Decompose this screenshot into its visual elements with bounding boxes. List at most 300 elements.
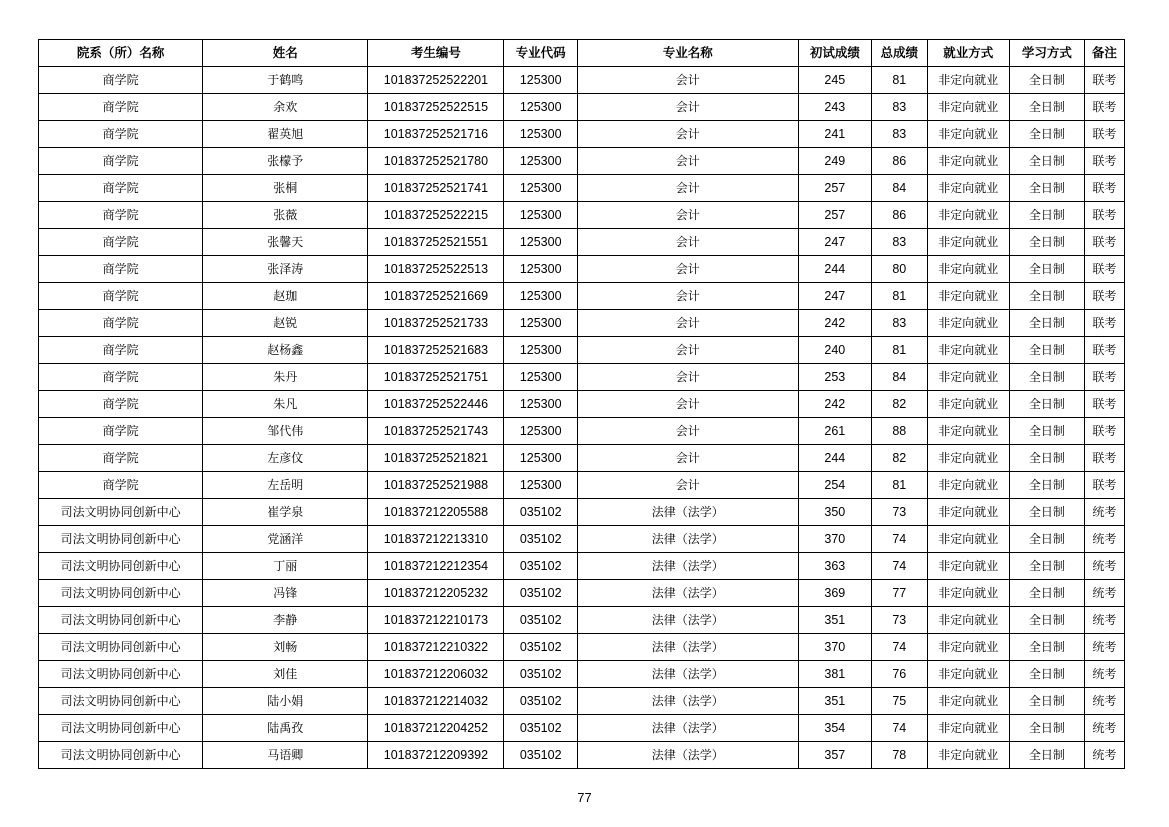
major-name-cell: 会计 xyxy=(577,283,798,310)
initial-score-cell: 261 xyxy=(798,418,872,445)
major-code-cell: 125300 xyxy=(504,472,578,499)
employment-type-cell: 非定向就业 xyxy=(927,688,1010,715)
employment-type-cell: 非定向就业 xyxy=(927,553,1010,580)
total-score-cell: 73 xyxy=(872,607,927,634)
major-code-cell: 035102 xyxy=(504,499,578,526)
remark-cell: 联考 xyxy=(1084,175,1124,202)
initial-score-cell: 243 xyxy=(798,94,872,121)
name-cell: 冯锋 xyxy=(203,580,368,607)
total-score-cell: 74 xyxy=(872,715,927,742)
name-cell: 余欢 xyxy=(203,94,368,121)
total-score-cell: 83 xyxy=(872,229,927,256)
study-mode-cell: 全日制 xyxy=(1010,256,1085,283)
table-row xyxy=(39,553,1125,580)
study-mode-cell: 全日制 xyxy=(1010,742,1085,769)
total-score-cell: 82 xyxy=(872,445,927,472)
header-remark: 备注 xyxy=(1084,40,1124,67)
major-code-cell: 125300 xyxy=(504,229,578,256)
employment-type-cell: 非定向就业 xyxy=(927,418,1010,445)
employment-type-cell: 非定向就业 xyxy=(927,337,1010,364)
candidate-id-cell: 101837252522215 xyxy=(368,202,504,229)
name-cell: 左彦伩 xyxy=(203,445,368,472)
total-score-cell: 84 xyxy=(872,175,927,202)
major-code-cell: 125300 xyxy=(504,283,578,310)
table-row xyxy=(39,634,1125,661)
name-cell: 马语卿 xyxy=(203,742,368,769)
remark-cell: 联考 xyxy=(1084,256,1124,283)
employment-type-cell: 非定向就业 xyxy=(927,67,1010,94)
department-cell: 商学院 xyxy=(39,256,203,283)
study-mode-cell: 全日制 xyxy=(1010,553,1085,580)
name-cell: 党涵洋 xyxy=(203,526,368,553)
candidate-id-cell: 101837212212354 xyxy=(368,553,504,580)
total-score-cell: 75 xyxy=(872,688,927,715)
department-cell: 司法文明协同创新中心 xyxy=(39,553,203,580)
department-cell: 商学院 xyxy=(39,283,203,310)
name-cell: 刘佳 xyxy=(203,661,368,688)
employment-type-cell: 非定向就业 xyxy=(927,580,1010,607)
major-code-cell: 035102 xyxy=(504,553,578,580)
employment-type-cell: 非定向就业 xyxy=(927,499,1010,526)
study-mode-cell: 全日制 xyxy=(1010,526,1085,553)
initial-score-cell: 253 xyxy=(798,364,872,391)
remark-cell: 统考 xyxy=(1084,580,1124,607)
major-name-cell: 法律（法学） xyxy=(577,742,798,769)
employment-type-cell: 非定向就业 xyxy=(927,715,1010,742)
major-code-cell: 125300 xyxy=(504,67,578,94)
remark-cell: 联考 xyxy=(1084,364,1124,391)
employment-type-cell: 非定向就业 xyxy=(927,445,1010,472)
department-cell: 司法文明协同创新中心 xyxy=(39,634,203,661)
header-major-name: 专业名称 xyxy=(577,40,798,67)
employment-type-cell: 非定向就业 xyxy=(927,229,1010,256)
remark-cell: 统考 xyxy=(1084,634,1124,661)
study-mode-cell: 全日制 xyxy=(1010,364,1085,391)
header-name: 姓名 xyxy=(203,40,368,67)
department-cell: 司法文明协同创新中心 xyxy=(39,688,203,715)
department-cell: 商学院 xyxy=(39,364,203,391)
table-row xyxy=(39,67,1125,94)
initial-score-cell: 351 xyxy=(798,607,872,634)
major-code-cell: 125300 xyxy=(504,445,578,472)
candidate-id-cell: 101837212209392 xyxy=(368,742,504,769)
table-row xyxy=(39,121,1125,148)
candidate-id-cell: 101837252521716 xyxy=(368,121,504,148)
employment-type-cell: 非定向就业 xyxy=(927,175,1010,202)
candidate-id-cell: 101837212206032 xyxy=(368,661,504,688)
header-initial-score: 初试成绩 xyxy=(798,40,872,67)
study-mode-cell: 全日制 xyxy=(1010,148,1085,175)
remark-cell: 联考 xyxy=(1084,310,1124,337)
table-row xyxy=(39,661,1125,688)
remark-cell: 统考 xyxy=(1084,553,1124,580)
name-cell: 于鹤鸣 xyxy=(203,67,368,94)
major-name-cell: 法律（法学） xyxy=(577,526,798,553)
major-code-cell: 035102 xyxy=(504,526,578,553)
initial-score-cell: 244 xyxy=(798,256,872,283)
department-cell: 商学院 xyxy=(39,229,203,256)
table-row xyxy=(39,337,1125,364)
name-cell: 陆禹孜 xyxy=(203,715,368,742)
major-name-cell: 会计 xyxy=(577,229,798,256)
major-code-cell: 125300 xyxy=(504,121,578,148)
study-mode-cell: 全日制 xyxy=(1010,283,1085,310)
major-name-cell: 会计 xyxy=(577,337,798,364)
major-code-cell: 035102 xyxy=(504,661,578,688)
major-name-cell: 会计 xyxy=(577,67,798,94)
remark-cell: 统考 xyxy=(1084,715,1124,742)
department-cell: 商学院 xyxy=(39,94,203,121)
major-code-cell: 035102 xyxy=(504,607,578,634)
name-cell: 张薇 xyxy=(203,202,368,229)
employment-type-cell: 非定向就业 xyxy=(927,661,1010,688)
initial-score-cell: 240 xyxy=(798,337,872,364)
table-row xyxy=(39,499,1125,526)
total-score-cell: 73 xyxy=(872,499,927,526)
candidate-id-cell: 101837252521751 xyxy=(368,364,504,391)
major-code-cell: 035102 xyxy=(504,715,578,742)
major-code-cell: 125300 xyxy=(504,310,578,337)
name-cell: 崔学泉 xyxy=(203,499,368,526)
department-cell: 商学院 xyxy=(39,175,203,202)
initial-score-cell: 369 xyxy=(798,580,872,607)
major-code-cell: 125300 xyxy=(504,364,578,391)
total-score-cell: 84 xyxy=(872,364,927,391)
study-mode-cell: 全日制 xyxy=(1010,715,1085,742)
employment-type-cell: 非定向就业 xyxy=(927,121,1010,148)
major-code-cell: 125300 xyxy=(504,148,578,175)
initial-score-cell: 245 xyxy=(798,67,872,94)
remark-cell: 联考 xyxy=(1084,148,1124,175)
table-row xyxy=(39,715,1125,742)
name-cell: 张桐 xyxy=(203,175,368,202)
remark-cell: 联考 xyxy=(1084,94,1124,121)
employment-type-cell: 非定向就业 xyxy=(927,742,1010,769)
major-name-cell: 会计 xyxy=(577,148,798,175)
candidate-id-cell: 101837212210322 xyxy=(368,634,504,661)
header-candidate-id: 考生编号 xyxy=(368,40,504,67)
department-cell: 商学院 xyxy=(39,67,203,94)
initial-score-cell: 241 xyxy=(798,121,872,148)
major-code-cell: 125300 xyxy=(504,337,578,364)
table-row xyxy=(39,202,1125,229)
candidate-id-cell: 101837252521733 xyxy=(368,310,504,337)
table-row xyxy=(39,742,1125,769)
table-row xyxy=(39,175,1125,202)
major-name-cell: 会计 xyxy=(577,391,798,418)
employment-type-cell: 非定向就业 xyxy=(927,310,1010,337)
initial-score-cell: 242 xyxy=(798,391,872,418)
major-code-cell: 035102 xyxy=(504,634,578,661)
initial-score-cell: 247 xyxy=(798,283,872,310)
employment-type-cell: 非定向就业 xyxy=(927,283,1010,310)
table-row xyxy=(39,391,1125,418)
major-code-cell: 125300 xyxy=(504,418,578,445)
candidate-id-cell: 101837212205588 xyxy=(368,499,504,526)
name-cell: 朱凡 xyxy=(203,391,368,418)
major-name-cell: 法律（法学） xyxy=(577,634,798,661)
candidate-id-cell: 101837212213310 xyxy=(368,526,504,553)
study-mode-cell: 全日制 xyxy=(1010,661,1085,688)
major-code-cell: 125300 xyxy=(504,175,578,202)
page-number: 77 xyxy=(577,790,592,805)
table-row xyxy=(39,310,1125,337)
total-score-cell: 80 xyxy=(872,256,927,283)
total-score-cell: 88 xyxy=(872,418,927,445)
name-cell: 张泽涛 xyxy=(203,256,368,283)
name-cell: 赵锐 xyxy=(203,310,368,337)
name-cell: 张馨天 xyxy=(203,229,368,256)
name-cell: 张檬予 xyxy=(203,148,368,175)
initial-score-cell: 257 xyxy=(798,175,872,202)
table-row xyxy=(39,229,1125,256)
initial-score-cell: 381 xyxy=(798,661,872,688)
major-code-cell: 035102 xyxy=(504,688,578,715)
candidate-id-cell: 101837252521821 xyxy=(368,445,504,472)
major-code-cell: 125300 xyxy=(504,94,578,121)
employment-type-cell: 非定向就业 xyxy=(927,607,1010,634)
total-score-cell: 77 xyxy=(872,580,927,607)
remark-cell: 联考 xyxy=(1084,121,1124,148)
study-mode-cell: 全日制 xyxy=(1010,634,1085,661)
study-mode-cell: 全日制 xyxy=(1010,229,1085,256)
candidate-id-cell: 101837252522446 xyxy=(368,391,504,418)
department-cell: 商学院 xyxy=(39,472,203,499)
study-mode-cell: 全日制 xyxy=(1010,580,1085,607)
study-mode-cell: 全日制 xyxy=(1010,337,1085,364)
total-score-cell: 86 xyxy=(872,202,927,229)
department-cell: 商学院 xyxy=(39,310,203,337)
table-body xyxy=(39,67,1125,769)
employment-type-cell: 非定向就业 xyxy=(927,94,1010,121)
major-name-cell: 会计 xyxy=(577,364,798,391)
candidate-id-cell: 101837212204252 xyxy=(368,715,504,742)
department-cell: 司法文明协同创新中心 xyxy=(39,715,203,742)
total-score-cell: 83 xyxy=(872,121,927,148)
major-code-cell: 035102 xyxy=(504,580,578,607)
department-cell: 司法文明协同创新中心 xyxy=(39,661,203,688)
major-name-cell: 法律（法学） xyxy=(577,715,798,742)
candidate-id-cell: 101837252522201 xyxy=(368,67,504,94)
initial-score-cell: 247 xyxy=(798,229,872,256)
total-score-cell: 82 xyxy=(872,391,927,418)
employment-type-cell: 非定向就业 xyxy=(927,634,1010,661)
remark-cell: 统考 xyxy=(1084,661,1124,688)
study-mode-cell: 全日制 xyxy=(1010,391,1085,418)
table-row xyxy=(39,283,1125,310)
remark-cell: 联考 xyxy=(1084,391,1124,418)
study-mode-cell: 全日制 xyxy=(1010,121,1085,148)
department-cell: 司法文明协同创新中心 xyxy=(39,580,203,607)
major-name-cell: 法律（法学） xyxy=(577,607,798,634)
remark-cell: 联考 xyxy=(1084,229,1124,256)
major-name-cell: 会计 xyxy=(577,310,798,337)
department-cell: 商学院 xyxy=(39,391,203,418)
major-name-cell: 会计 xyxy=(577,94,798,121)
employment-type-cell: 非定向就业 xyxy=(927,148,1010,175)
initial-score-cell: 370 xyxy=(798,526,872,553)
table-row xyxy=(39,607,1125,634)
major-name-cell: 法律（法学） xyxy=(577,661,798,688)
table-row xyxy=(39,472,1125,499)
header-total-score: 总成绩 xyxy=(872,40,927,67)
header-employment-type: 就业方式 xyxy=(927,40,1010,67)
study-mode-cell: 全日制 xyxy=(1010,607,1085,634)
candidate-id-cell: 101837252522513 xyxy=(368,256,504,283)
major-name-cell: 会计 xyxy=(577,202,798,229)
remark-cell: 统考 xyxy=(1084,499,1124,526)
candidate-id-cell: 101837252521988 xyxy=(368,472,504,499)
total-score-cell: 81 xyxy=(872,67,927,94)
study-mode-cell: 全日制 xyxy=(1010,202,1085,229)
total-score-cell: 81 xyxy=(872,472,927,499)
candidate-id-cell: 101837252521780 xyxy=(368,148,504,175)
table-row xyxy=(39,445,1125,472)
department-cell: 商学院 xyxy=(39,445,203,472)
name-cell: 邹代伟 xyxy=(203,418,368,445)
remark-cell: 联考 xyxy=(1084,337,1124,364)
major-code-cell: 125300 xyxy=(504,391,578,418)
major-code-cell: 035102 xyxy=(504,742,578,769)
total-score-cell: 81 xyxy=(872,283,927,310)
table-row xyxy=(39,526,1125,553)
header-study-mode: 学习方式 xyxy=(1010,40,1085,67)
remark-cell: 统考 xyxy=(1084,607,1124,634)
name-cell: 赵杨鑫 xyxy=(203,337,368,364)
major-name-cell: 会计 xyxy=(577,418,798,445)
remark-cell: 统考 xyxy=(1084,742,1124,769)
name-cell: 左岳明 xyxy=(203,472,368,499)
name-cell: 朱丹 xyxy=(203,364,368,391)
total-score-cell: 83 xyxy=(872,310,927,337)
initial-score-cell: 350 xyxy=(798,499,872,526)
major-name-cell: 会计 xyxy=(577,175,798,202)
table-row xyxy=(39,418,1125,445)
employment-type-cell: 非定向就业 xyxy=(927,472,1010,499)
candidate-id-cell: 101837212214032 xyxy=(368,688,504,715)
major-name-cell: 法律（法学） xyxy=(577,688,798,715)
table-row xyxy=(39,580,1125,607)
remark-cell: 联考 xyxy=(1084,445,1124,472)
table-header xyxy=(39,40,1125,67)
total-score-cell: 74 xyxy=(872,553,927,580)
name-cell: 翟英旭 xyxy=(203,121,368,148)
department-cell: 商学院 xyxy=(39,148,203,175)
remark-cell: 联考 xyxy=(1084,202,1124,229)
department-cell: 司法文明协同创新中心 xyxy=(39,499,203,526)
initial-score-cell: 257 xyxy=(798,202,872,229)
major-code-cell: 125300 xyxy=(504,202,578,229)
initial-score-cell: 254 xyxy=(798,472,872,499)
name-cell: 刘畅 xyxy=(203,634,368,661)
major-name-cell: 法律（法学） xyxy=(577,580,798,607)
candidate-id-cell: 101837252521551 xyxy=(368,229,504,256)
employment-type-cell: 非定向就业 xyxy=(927,364,1010,391)
candidate-id-cell: 101837252521683 xyxy=(368,337,504,364)
initial-score-cell: 354 xyxy=(798,715,872,742)
employment-type-cell: 非定向就业 xyxy=(927,526,1010,553)
study-mode-cell: 全日制 xyxy=(1010,445,1085,472)
initial-score-cell: 351 xyxy=(798,688,872,715)
study-mode-cell: 全日制 xyxy=(1010,688,1085,715)
major-name-cell: 会计 xyxy=(577,445,798,472)
candidate-id-cell: 101837252521743 xyxy=(368,418,504,445)
remark-cell: 联考 xyxy=(1084,418,1124,445)
candidate-id-cell: 101837252521741 xyxy=(368,175,504,202)
department-cell: 司法文明协同创新中心 xyxy=(39,526,203,553)
employment-type-cell: 非定向就业 xyxy=(927,256,1010,283)
name-cell: 李静 xyxy=(203,607,368,634)
major-name-cell: 法律（法学） xyxy=(577,499,798,526)
table-row xyxy=(39,364,1125,391)
initial-score-cell: 249 xyxy=(798,148,872,175)
department-cell: 司法文明协同创新中心 xyxy=(39,742,203,769)
table-row xyxy=(39,256,1125,283)
major-name-cell: 会计 xyxy=(577,256,798,283)
department-cell: 商学院 xyxy=(39,121,203,148)
initial-score-cell: 363 xyxy=(798,553,872,580)
total-score-cell: 74 xyxy=(872,526,927,553)
total-score-cell: 86 xyxy=(872,148,927,175)
study-mode-cell: 全日制 xyxy=(1010,67,1085,94)
header-department: 院系（所）名称 xyxy=(39,40,203,67)
study-mode-cell: 全日制 xyxy=(1010,472,1085,499)
table-row xyxy=(39,94,1125,121)
major-code-cell: 125300 xyxy=(504,256,578,283)
name-cell: 赵珈 xyxy=(203,283,368,310)
department-cell: 商学院 xyxy=(39,337,203,364)
major-name-cell: 会计 xyxy=(577,472,798,499)
initial-score-cell: 370 xyxy=(798,634,872,661)
candidate-id-cell: 101837252522515 xyxy=(368,94,504,121)
candidate-id-cell: 101837252521669 xyxy=(368,283,504,310)
remark-cell: 联考 xyxy=(1084,67,1124,94)
department-cell: 商学院 xyxy=(39,202,203,229)
remark-cell: 联考 xyxy=(1084,472,1124,499)
header-major-code: 专业代码 xyxy=(504,40,578,67)
employment-type-cell: 非定向就业 xyxy=(927,391,1010,418)
remark-cell: 联考 xyxy=(1084,283,1124,310)
initial-score-cell: 244 xyxy=(798,445,872,472)
major-name-cell: 会计 xyxy=(577,121,798,148)
total-score-cell: 78 xyxy=(872,742,927,769)
study-mode-cell: 全日制 xyxy=(1010,310,1085,337)
employment-type-cell: 非定向就业 xyxy=(927,202,1010,229)
initial-score-cell: 242 xyxy=(798,310,872,337)
admission-table xyxy=(38,39,1125,769)
total-score-cell: 74 xyxy=(872,634,927,661)
name-cell: 丁丽 xyxy=(203,553,368,580)
table-row xyxy=(39,148,1125,175)
study-mode-cell: 全日制 xyxy=(1010,418,1085,445)
header-row xyxy=(39,40,1125,67)
initial-score-cell: 357 xyxy=(798,742,872,769)
total-score-cell: 76 xyxy=(872,661,927,688)
remark-cell: 统考 xyxy=(1084,526,1124,553)
study-mode-cell: 全日制 xyxy=(1010,94,1085,121)
major-name-cell: 法律（法学） xyxy=(577,553,798,580)
total-score-cell: 83 xyxy=(872,94,927,121)
remark-cell: 统考 xyxy=(1084,688,1124,715)
department-cell: 司法文明协同创新中心 xyxy=(39,607,203,634)
candidate-id-cell: 101837212205232 xyxy=(368,580,504,607)
study-mode-cell: 全日制 xyxy=(1010,499,1085,526)
department-cell: 商学院 xyxy=(39,418,203,445)
candidate-id-cell: 101837212210173 xyxy=(368,607,504,634)
total-score-cell: 81 xyxy=(872,337,927,364)
table-row xyxy=(39,688,1125,715)
study-mode-cell: 全日制 xyxy=(1010,175,1085,202)
